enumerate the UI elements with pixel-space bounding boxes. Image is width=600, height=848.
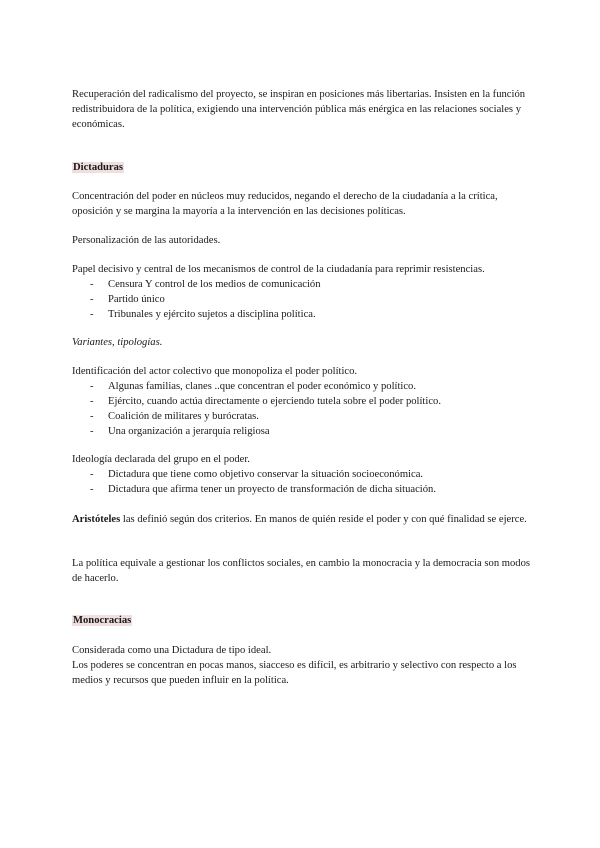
list-item: - Tribunales y ejército sujetos a disciplina política. (72, 307, 532, 322)
dictaduras-paragraph-5: Ideología declarada del grupo en el poder. (72, 454, 250, 465)
actor-list (72, 379, 532, 439)
section-heading-monocracias (72, 614, 132, 627)
variantes-subheading: Variantes, tipologías. (72, 337, 163, 348)
dictaduras-paragraph-2: Personalización de las autoridades. (72, 235, 221, 246)
dictaduras-heading-text: Dictaduras (73, 162, 124, 173)
dictaduras-paragraph-6: La política equivale a gestionar los conflictos sociales, en cambio la monocracia y la democracia son modos de hacerlo. (72, 558, 531, 584)
dictaduras-paragraph-3: Papel decisivo y central de los mecanismos de control de la ciudadanía para reprimir resistencias. (72, 264, 485, 275)
monocracias-paragraph-1: Considerada como una Dictadura de tipo ideal. (72, 645, 272, 656)
list-item: - Coalición de militares y burócratas. (72, 409, 532, 424)
list-item: - Ejército, cuando actúa directamente o ejerciendo tutela sobre el poder político. (72, 394, 532, 409)
dictaduras-paragraph-1: Concentración del poder en núcleos muy reducidos, negando el derecho de la ciudadanía a la crítica, oposición y se margina la mayoría a la intervención en las decisiones políticas. (72, 191, 498, 217)
list-item: - Algunas familias, clanes ..que concentran el poder económico y político. (72, 379, 532, 394)
list-item: - Una organización a jerarquía religiosa (72, 424, 532, 439)
control-list (72, 277, 532, 322)
dictaduras-paragraph-4: Identificación del actor colectivo que monopoliza el poder político. (72, 366, 358, 377)
monocracias-heading-text: Monocracias (73, 615, 132, 626)
section-heading-dictaduras (72, 161, 124, 174)
list-item: - Censura Y control de los medios de comunicación (72, 277, 532, 292)
aristoteles-name: Aristóteles (72, 514, 121, 525)
list-item: - Dictadura que afirma tener un proyecto de transformación de dicha situación. (72, 482, 532, 497)
list-item: - Partido único (72, 292, 532, 307)
list-item: - Dictadura que tiene como objetivo conservar la situación socioeconómica. (72, 467, 532, 482)
intro-paragraph: Recuperación del radicalismo del proyecto, se inspiran en posiciones más libertarias. Insisten en la función redistribuidora de la política, exigiendo una intervención pública más enérgica en las relaciones sociales y económicas. (72, 89, 526, 130)
aristoteles-paragraph (72, 512, 532, 527)
monocracias-paragraph-2: Los poderes se concentran en pocas manos, siacceso es difícil, es arbitrario y selectivo con respecto a los medios y recursos que pueden influir en la política. (72, 660, 517, 686)
ideologia-list (72, 467, 532, 497)
aristoteles-text: las definió según dos criterios. En manos de quién reside el poder y con qué finalidad se ejerce. (120, 514, 527, 525)
